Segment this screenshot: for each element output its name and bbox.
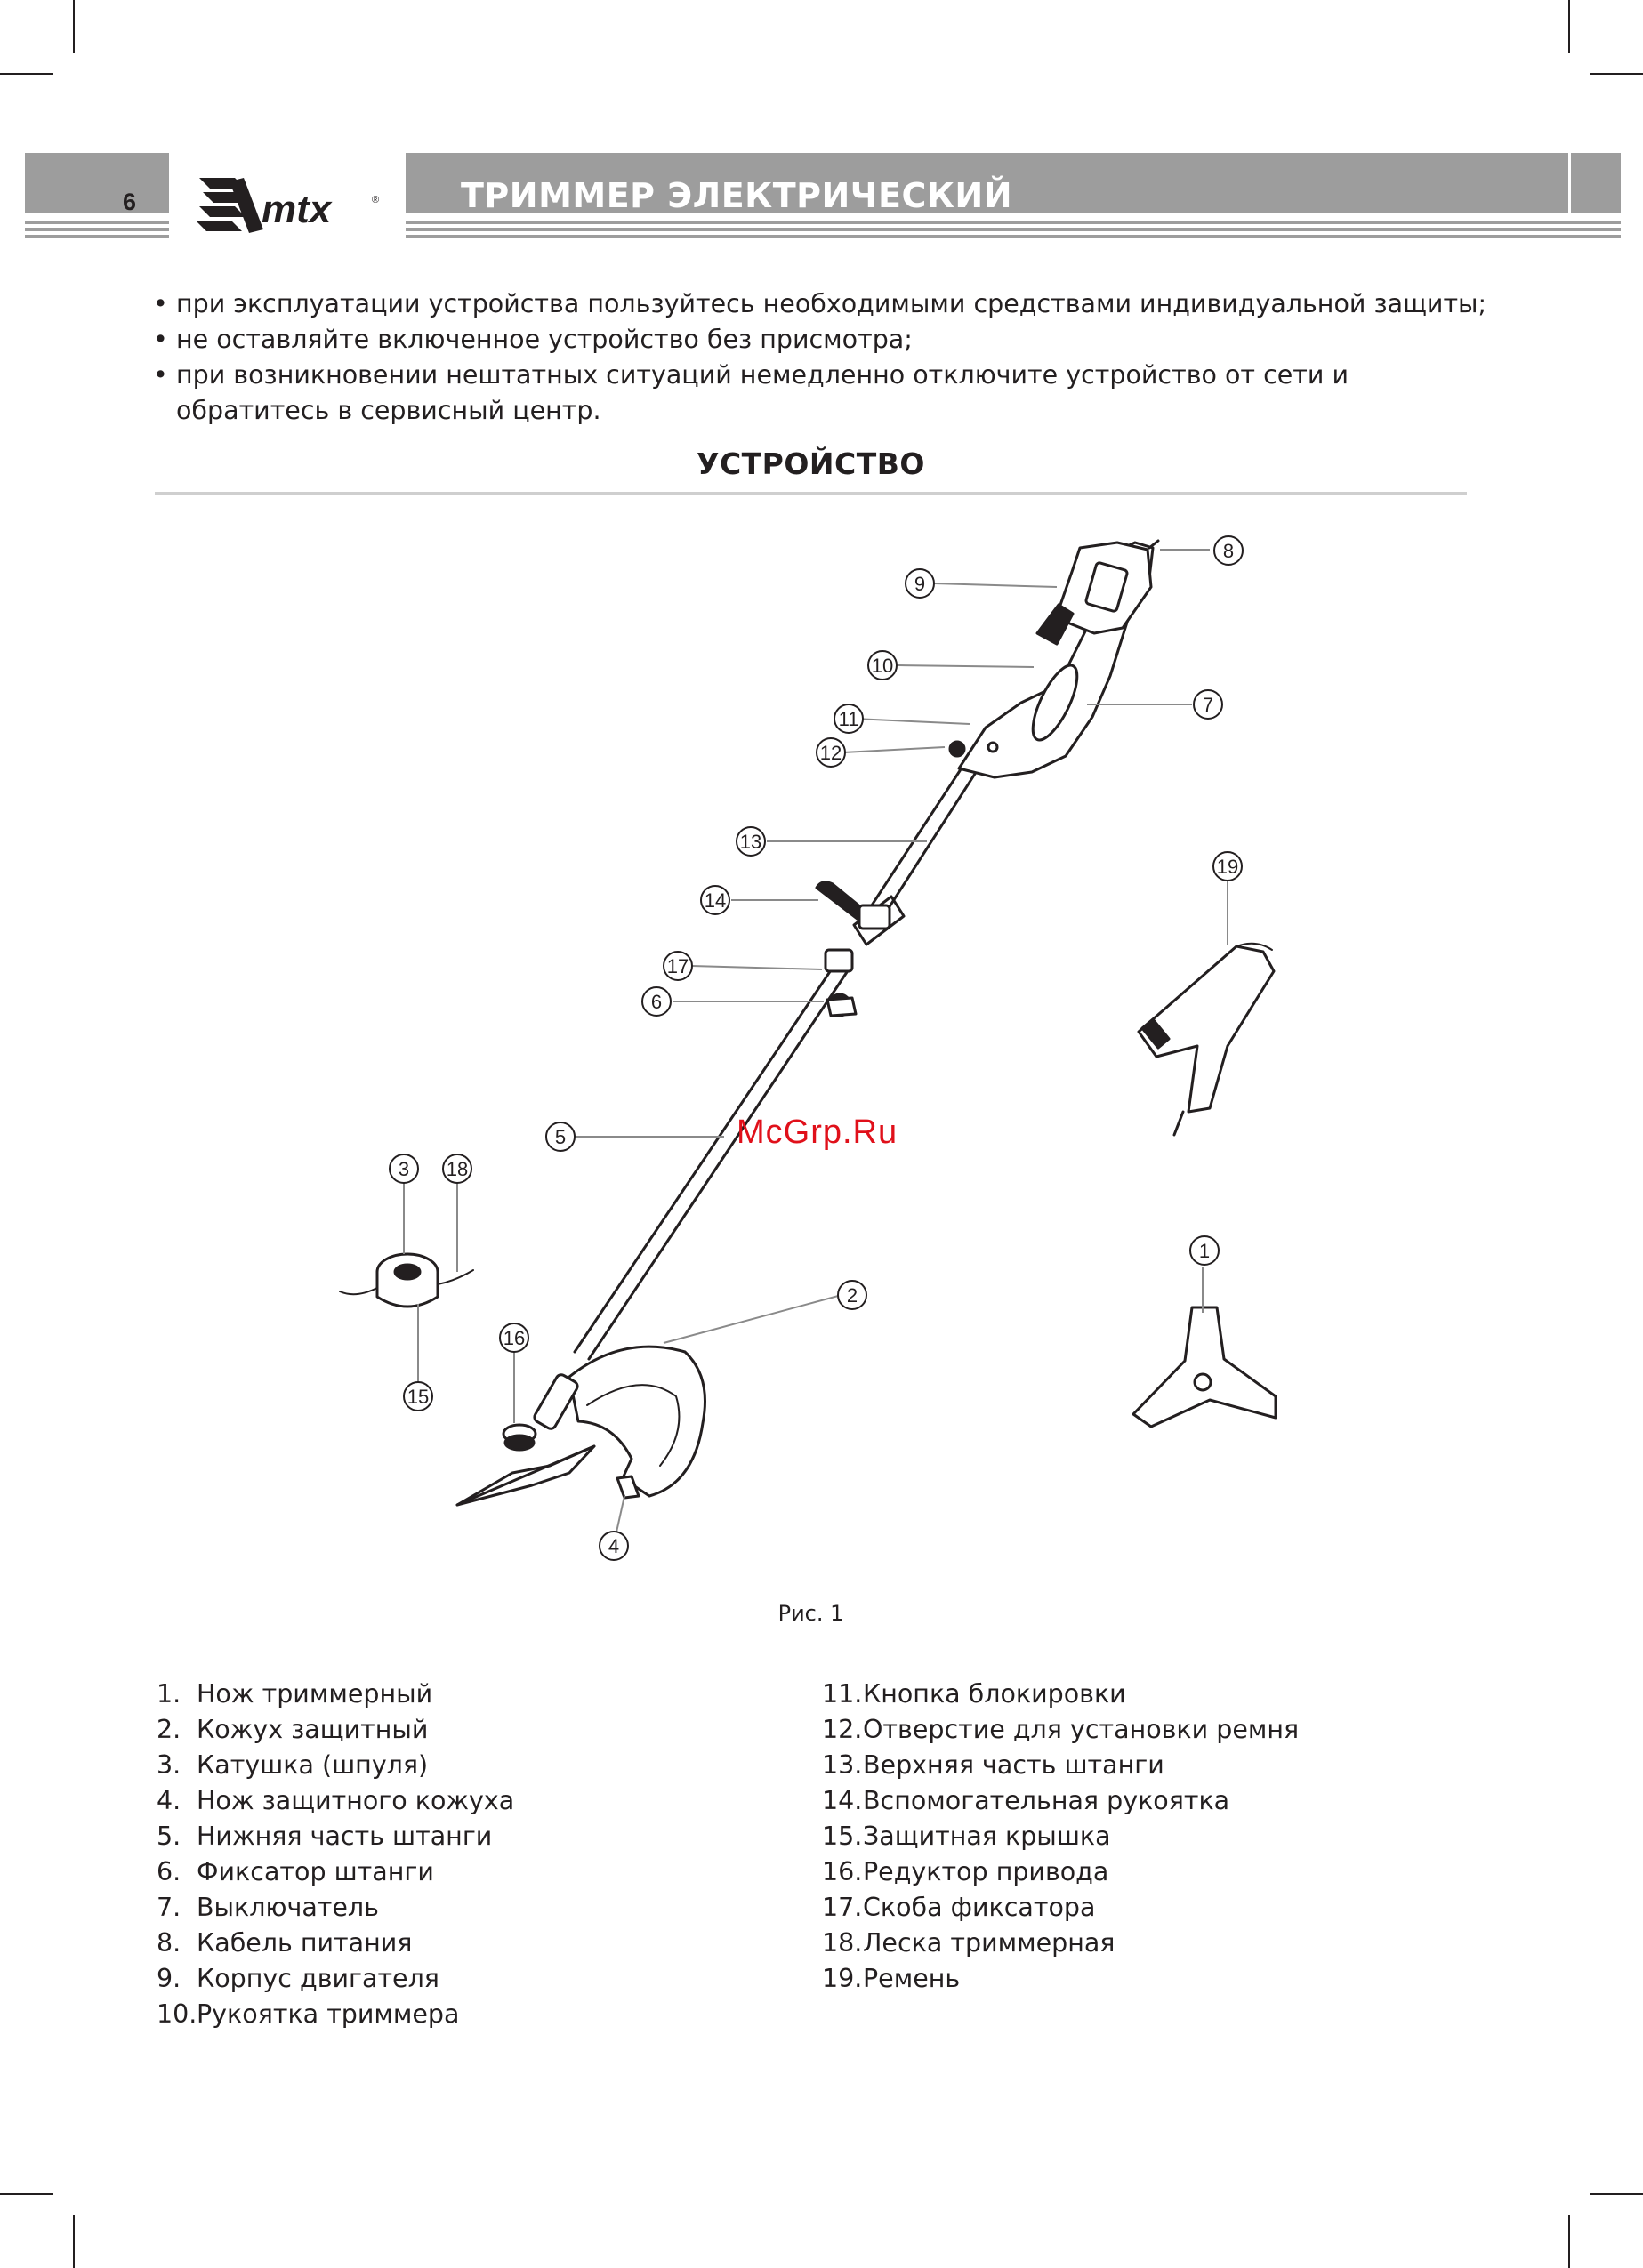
svg-text:7: 7 <box>1202 694 1214 716</box>
parts-list-left <box>157 1677 514 2032</box>
callout-9 <box>906 569 934 598</box>
motor-body <box>950 541 1158 777</box>
svg-text:13: 13 <box>739 831 762 853</box>
svg-text:10: 10 <box>871 655 894 677</box>
list-item: 12.Отверстие для установки ремня <box>822 1715 1300 1744</box>
list-item: 3. Катушка (шпуля) <box>157 1750 429 1780</box>
list-item: 17.Скоба фиксатора <box>822 1893 1096 1922</box>
callout-6 <box>642 987 671 1016</box>
list-item: 15.Защитная крышка <box>822 1822 1111 1851</box>
callout-11 <box>834 704 863 733</box>
list-item: 18.Леска триммерная <box>822 1928 1115 1958</box>
page-number: 6 <box>123 189 137 215</box>
callout-10 <box>868 651 897 680</box>
blade <box>457 1446 594 1505</box>
svg-text:6: 6 <box>650 991 663 1013</box>
callout-18 <box>443 1154 471 1183</box>
watermark: McGrp.Ru <box>737 1114 898 1151</box>
callout-14 <box>701 886 729 914</box>
list-item: • не оставляйте включенное устройство без присмотра; <box>153 322 1493 358</box>
svg-text:9: 9 <box>914 573 926 595</box>
list-item: 19.Ремень <box>822 1964 961 1993</box>
upper-shaft <box>865 767 975 923</box>
svg-text:3: 3 <box>398 1158 410 1180</box>
callout-13 <box>737 827 765 856</box>
svg-text:16: 16 <box>503 1327 526 1349</box>
list-item: 10.Рукоятка триммера <box>157 1999 460 2029</box>
auxiliary-handle <box>817 882 890 929</box>
callout-4 <box>600 1532 628 1560</box>
svg-text:19: 19 <box>1216 856 1239 878</box>
list-item: • при возникновении нештатных ситуаций немедленно отключите устройство от сети и обратитесь в сервисный центр. <box>153 358 1493 429</box>
list-item: 1. Нож триммерный <box>157 1679 433 1709</box>
svg-text:5: 5 <box>554 1126 567 1148</box>
list-item: 16.Редуктор привода <box>822 1857 1109 1886</box>
three-tooth-blade <box>1133 1307 1276 1427</box>
list-item: 2. Кожух защитный <box>157 1715 429 1744</box>
svg-text:1: 1 <box>1198 1240 1211 1262</box>
mtx-logo-text: mtx <box>262 188 332 231</box>
list-item: 5. Нижняя часть штанги <box>157 1822 493 1851</box>
parts-list-right <box>822 1677 1299 1997</box>
callout-12 <box>817 738 845 767</box>
callout-16 <box>500 1323 528 1352</box>
guard <box>569 1347 705 1498</box>
callout-15 <box>404 1382 432 1411</box>
svg-text:11: 11 <box>838 708 859 730</box>
svg-text:15: 15 <box>407 1386 430 1408</box>
list-item: 6. Фиксатор штанги <box>157 1857 434 1886</box>
callout-7 <box>1194 690 1222 719</box>
list-item: 7. Выключатель <box>157 1893 379 1922</box>
list-item: 14.Вспомогательная рукоятка <box>822 1786 1230 1815</box>
svg-text:8: 8 <box>1222 540 1235 562</box>
list-item: 11.Кнопка блокировки <box>822 1679 1126 1709</box>
lower-shaft <box>575 957 852 1359</box>
svg-text:®: ® <box>372 195 380 205</box>
callout-2 <box>838 1281 866 1309</box>
callout-17 <box>664 952 692 980</box>
svg-text:12: 12 <box>819 742 842 764</box>
svg-text:17: 17 <box>666 955 689 977</box>
leader-lines <box>404 550 1228 1544</box>
list-item: 8. Кабель питания <box>157 1928 413 1958</box>
callout-8 <box>1214 536 1243 565</box>
section-title: УСТРОЙСТВО <box>697 446 925 481</box>
list-item: 13.Верхняя часть штанги <box>822 1750 1164 1780</box>
document-title: ТРИММЕР ЭЛЕКТРИЧЕСКИЙ <box>461 176 1013 215</box>
callouts <box>390 536 1243 1560</box>
spool <box>340 1254 473 1307</box>
callout-19 <box>1213 852 1242 881</box>
list-item: 9. Корпус двигателя <box>157 1964 439 1993</box>
svg-text:14: 14 <box>704 889 727 912</box>
svg-text:4: 4 <box>608 1535 620 1557</box>
figure-caption: Рис. 1 <box>777 1601 844 1626</box>
svg-text:18: 18 <box>446 1158 469 1180</box>
list-item: 4. Нож защитного кожуха <box>157 1786 515 1815</box>
callout-1 <box>1190 1236 1219 1265</box>
list-item: • при эксплуатации устройства пользуйтесь необходимыми средствами индивидуальной защиты; <box>153 286 1493 322</box>
strap <box>1139 944 1274 1135</box>
callout-5 <box>546 1122 575 1151</box>
svg-text:2: 2 <box>846 1284 858 1307</box>
callout-3 <box>390 1154 418 1183</box>
